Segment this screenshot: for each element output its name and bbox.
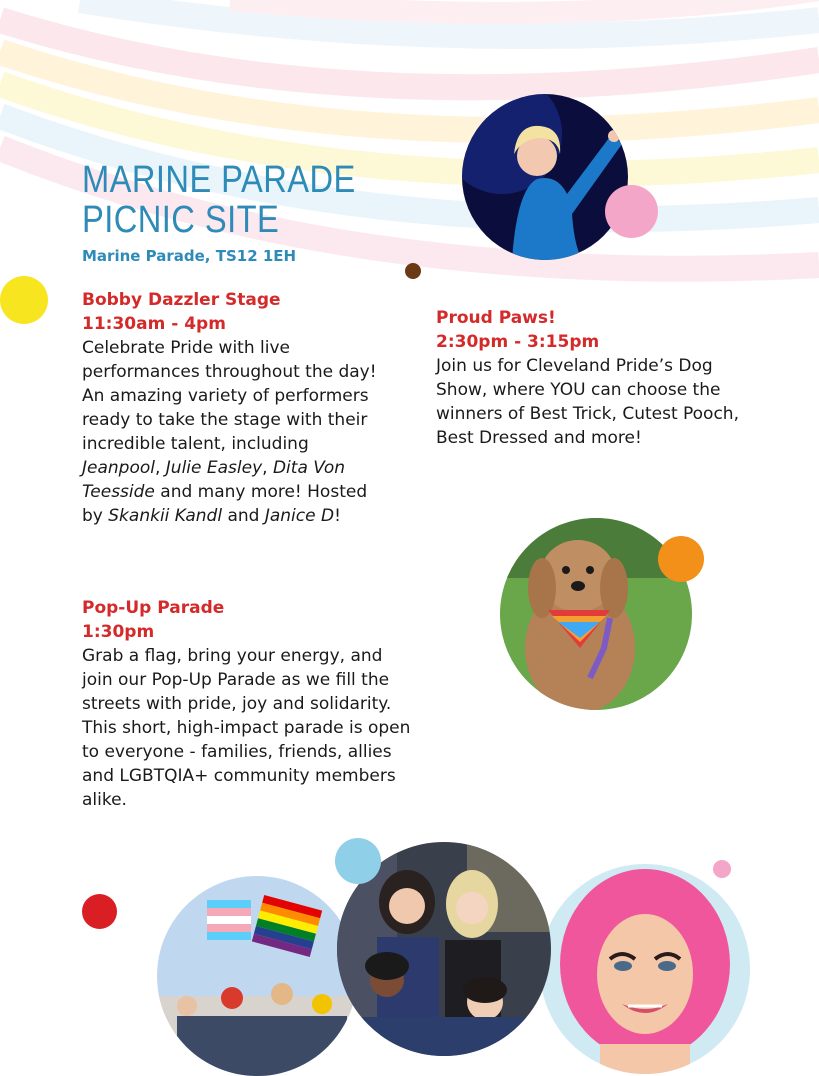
event-title: Bobby Dazzler Stage bbox=[82, 290, 281, 310]
event-description: Grab a flag, bring your energy, and join our Pop-Up Parade as we fill the streets with pride, joy and solidarity. This short, high-impact parade is open to everyone - families, friends, allies and LGBTQIA+ community members alike. bbox=[82, 646, 411, 810]
event-time: 1:30pm bbox=[82, 622, 155, 642]
host-name: Janice D bbox=[264, 506, 335, 526]
event-description-text: and many more! Hosted by bbox=[82, 482, 368, 526]
small-pink-dot bbox=[713, 860, 731, 878]
separator: , bbox=[262, 458, 273, 478]
orange-dot bbox=[658, 536, 704, 582]
event-title: Pop-Up Parade bbox=[82, 598, 225, 618]
event-time: 2:30pm - 3:15pm bbox=[436, 332, 600, 352]
event-pop-up-parade bbox=[82, 596, 412, 812]
venue-title bbox=[82, 160, 356, 240]
venue-title-line-1: MARINE PARADE bbox=[82, 159, 356, 201]
performer-name: Julie Easley bbox=[165, 458, 263, 478]
separator: and bbox=[222, 506, 265, 526]
event-description-end: ! bbox=[334, 506, 341, 526]
pride-flags-photo bbox=[157, 876, 357, 1076]
pink-dot bbox=[605, 185, 658, 238]
yellow-dot bbox=[0, 276, 48, 324]
venue-title-line-2: PICNIC SITE bbox=[82, 199, 280, 241]
performer-name: Jeanpool bbox=[82, 458, 155, 478]
separator: , bbox=[154, 458, 166, 478]
event-bobby-dazzler-stage bbox=[82, 288, 382, 528]
performer-name: Dita Von Teesside bbox=[82, 458, 346, 502]
host-name: Skankii Kandl bbox=[108, 506, 223, 526]
event-description-text: Celebrate Pride with live performances throughout the day! An amazing variety of performers ready to take the stage with their incredible talent, including bbox=[82, 338, 377, 454]
drag-performer-photo bbox=[462, 94, 628, 260]
event-description: Join us for Cleveland Pride’s Dog Show, where YOU can choose the winners of Best Trick, Cutest Pooch, Best Dressed and more! bbox=[436, 356, 739, 448]
pink-haired-drag-artist-photo bbox=[540, 864, 750, 1074]
venue-address: Marine Parade, TS12 1EH bbox=[82, 247, 297, 265]
event-time: 11:30am - 4pm bbox=[82, 314, 226, 334]
event-proud-paws bbox=[436, 306, 766, 450]
red-dot bbox=[82, 894, 117, 929]
light-blue-dot bbox=[335, 838, 381, 884]
brown-dot bbox=[405, 263, 421, 279]
event-description bbox=[82, 336, 382, 528]
event-title: Proud Paws! bbox=[436, 308, 556, 328]
